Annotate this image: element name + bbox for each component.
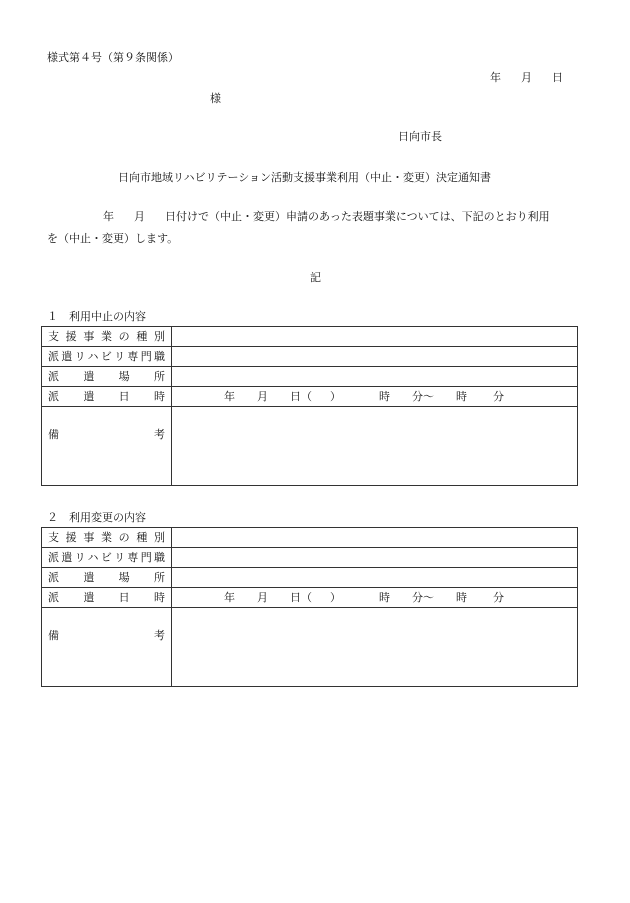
dt-hour1: 時 (379, 591, 390, 604)
dt-min1: 分～ (412, 390, 434, 403)
value-specialist[interactable] (172, 548, 578, 568)
issue-date (490, 72, 583, 83)
label-place: 派遣場所 (42, 568, 172, 588)
dt-min1: 分～ (412, 591, 434, 604)
dt-min2: 分 (493, 390, 504, 403)
label-specialist: 派遣リハビリ専門職 (42, 347, 172, 367)
date-day-label: 日 (552, 71, 563, 84)
value-place[interactable] (172, 367, 578, 387)
body-year-label: 年 (103, 210, 114, 223)
body-text-line1 (47, 211, 550, 222)
dt-day: 日（ (290, 390, 312, 403)
value-datetime[interactable] (172, 387, 578, 407)
change-details-table (41, 527, 578, 687)
table-row (42, 548, 578, 568)
value-datetime[interactable] (172, 588, 578, 608)
date-month-label: 月 (521, 71, 532, 84)
value-service-type[interactable] (172, 327, 578, 347)
dt-year: 年 (224, 591, 235, 604)
table-row (42, 588, 578, 608)
body-month-label: 月 (134, 210, 145, 223)
dt-hour1: 時 (379, 390, 390, 403)
body-text-rest: 日付けで（中止・変更）申請のあった表題事業については、下記のとおり利用 (165, 210, 550, 223)
value-remarks[interactable] (172, 608, 578, 687)
dt-hour2: 時 (456, 591, 467, 604)
dt-day: 日（ (290, 591, 312, 604)
dt-hour2: 時 (456, 390, 467, 403)
value-place[interactable] (172, 568, 578, 588)
dt-year: 年 (224, 390, 235, 403)
sender-name: 日向市長 (398, 130, 442, 143)
value-specialist[interactable] (172, 347, 578, 367)
table-row (42, 367, 578, 387)
label-remarks: 備考 (42, 407, 172, 486)
date-year-label: 年 (490, 71, 501, 84)
label-specialist: 派遣リハビリ専門職 (42, 548, 172, 568)
dt-min2: 分 (493, 591, 504, 604)
dt-close-paren: ） (330, 390, 341, 403)
label-datetime: 派遣日時 (42, 387, 172, 407)
table-row (42, 528, 578, 548)
addressee-honorific: 様 (210, 92, 221, 105)
body-text-line2: を（中止・変更）します。 (47, 232, 179, 245)
table-row (42, 387, 578, 407)
dt-close-paren: ） (330, 591, 341, 604)
value-remarks[interactable] (172, 407, 578, 486)
table-row (42, 608, 578, 687)
cancel-details-table (41, 326, 578, 486)
label-service-type: 支援事業の種別 (42, 528, 172, 548)
section-title-cancel: １ 利用中止の内容 (47, 310, 146, 323)
dt-month: 月 (257, 591, 268, 604)
label-service-type: 支援事業の種別 (42, 327, 172, 347)
ki-heading: 記 (310, 271, 321, 284)
dt-month: 月 (257, 390, 268, 403)
document-title: 日向市地域リハビリテーション活動支援事業利用（中止・変更）決定通知書 (118, 171, 492, 184)
table-row (42, 407, 578, 486)
label-place: 派遣場所 (42, 367, 172, 387)
table-row (42, 327, 578, 347)
value-service-type[interactable] (172, 528, 578, 548)
table-row (42, 347, 578, 367)
section-title-change: ２ 利用変更の内容 (47, 511, 146, 524)
table-row (42, 568, 578, 588)
form-number: 様式第４号（第９条関係） (47, 51, 179, 64)
label-remarks: 備考 (42, 608, 172, 687)
label-datetime: 派遣日時 (42, 588, 172, 608)
